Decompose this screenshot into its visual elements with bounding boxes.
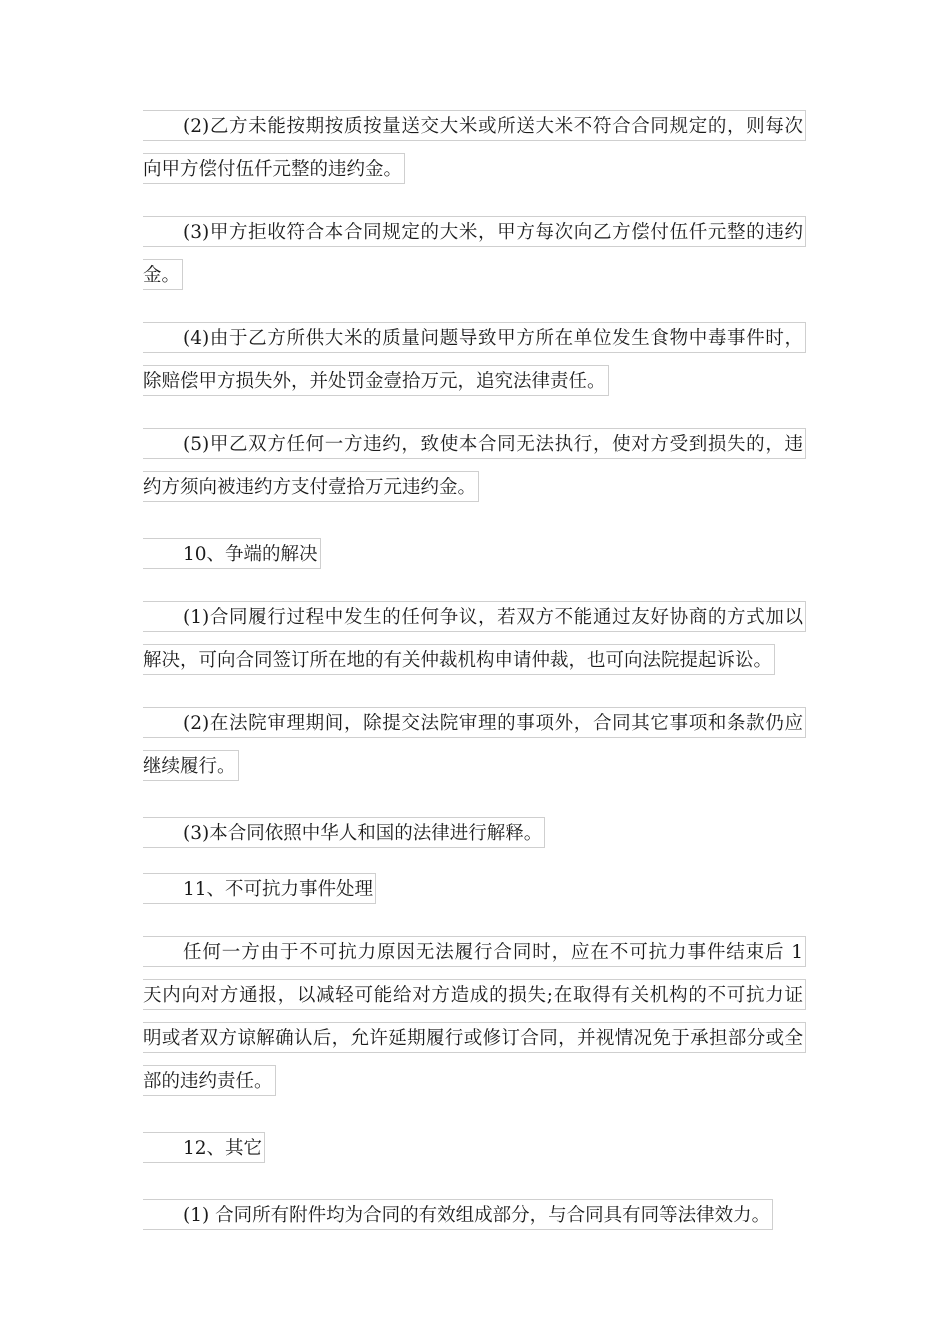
text-line: 除赔偿甲方损失外，并处罚金壹拾万元，追究法律责任。 [143, 361, 806, 400]
text-line: (3)本合同依照中华人和国的法律进行解释。 [143, 813, 806, 852]
clause-10-3 [143, 813, 806, 852]
heading-line: 12、其它 [143, 1128, 806, 1167]
text-line: (5)甲乙双方任何一方违约，致使本合同无法执行，使对方受到损失的，违 [143, 428, 806, 467]
text-line: 金。 [143, 255, 806, 294]
text-line: 约方须向被违约方支付壹拾万元违约金。 [143, 467, 806, 506]
section-heading-11 [143, 869, 806, 908]
text-line: (2)乙方未能按期按质按量送交大米或所送大米不符合合同规定的，则每次 [143, 110, 806, 149]
clause-9-3 [143, 216, 806, 294]
clause-11-text [143, 936, 806, 1100]
clause-10-1 [143, 601, 806, 679]
document-body [143, 106, 806, 1262]
text-line: (1)合同履行过程中发生的任何争议，若双方不能通过友好协商的方式加以 [143, 601, 806, 640]
heading-line: 10、争端的解决 [143, 534, 806, 573]
text-line: 明或者双方谅解确认后，允许延期履行或修订合同，并视情况免于承担部分或全 [143, 1022, 806, 1061]
heading-line: 11、不可抗力事件处理 [143, 869, 806, 908]
text-line: 向甲方偿付伍仟元整的违约金。 [143, 149, 806, 188]
text-line: 天内向对方通报，以减轻可能给对方造成的损失;在取得有关机构的不可抗力证 [143, 979, 806, 1018]
section-heading-10 [143, 534, 806, 573]
text-line: 部的违约责任。 [143, 1061, 806, 1100]
text-line: 解决，可向合同签订所在地的有关仲裁机构申请仲裁，也可向法院提起诉讼。 [143, 640, 806, 679]
clause-9-2 [143, 110, 806, 188]
section-heading-12 [143, 1128, 806, 1167]
text-line: (2)在法院审理期间，除提交法院审理的事项外，合同其它事项和条款仍应 [143, 707, 806, 746]
text-line: (1) 合同所有附件均为合同的有效组成部分，与合同具有同等法律效力。 [143, 1195, 806, 1234]
clause-10-2 [143, 707, 806, 785]
text-line: 继续履行。 [143, 746, 806, 785]
clause-9-4 [143, 322, 806, 400]
text-line: (3)甲方拒收符合本合同规定的大米，甲方每次向乙方偿付伍仟元整的违约 [143, 216, 806, 255]
text-line: 任何一方由于不可抗力原因无法履行合同时，应在不可抗力事件结束后 1 [143, 936, 806, 975]
text-line: (4)由于乙方所供大米的质量问题导致甲方所在单位发生食物中毒事件时， [143, 322, 806, 361]
clause-9-5 [143, 428, 806, 506]
clause-12-1 [143, 1195, 806, 1234]
